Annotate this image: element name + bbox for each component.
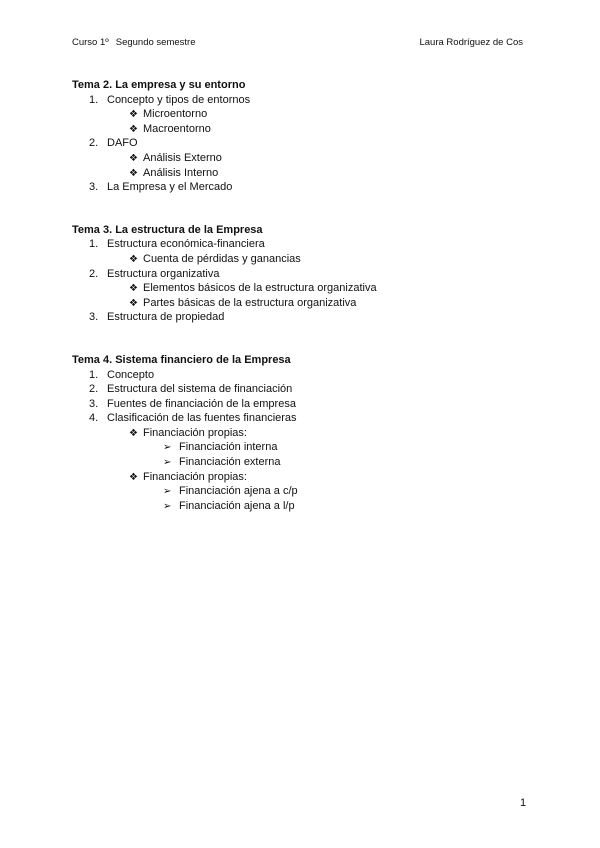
item-text: DAFO xyxy=(107,137,138,150)
outline-item xyxy=(72,237,532,252)
outline-item xyxy=(72,136,532,151)
outline-subitem xyxy=(72,252,532,267)
outline-subsubitem xyxy=(72,484,532,499)
item-text: Clasificación de las fuentes financieras xyxy=(107,412,297,425)
item-number: 3. xyxy=(89,181,99,194)
subitem-text: Macroentorno xyxy=(143,122,211,135)
course-label: Curso 1º xyxy=(72,37,109,48)
page-number: 1 xyxy=(520,797,527,809)
subitem-text: Elementos básicos de la estructura organizativa xyxy=(143,282,377,295)
item-number: 2. xyxy=(89,137,99,150)
item-number: 2. xyxy=(89,267,99,280)
outline-subsubitem xyxy=(72,455,532,470)
topic-title: Tema 2. La empresa y su entorno xyxy=(72,79,246,91)
topic-title: Tema 4. Sistema financiero de la Empresa xyxy=(72,353,291,366)
subitem-text: Partes básicas de la estructura organizativa xyxy=(143,296,357,309)
item-text: Concepto xyxy=(107,368,155,381)
topic-title: Tema 3. La estructura de la Empresa xyxy=(72,223,263,236)
outline-subitem xyxy=(72,151,532,166)
diamond-bullet-icon: ❖ xyxy=(129,253,138,265)
outline-item xyxy=(72,382,532,397)
diamond-bullet-icon: ❖ xyxy=(129,167,138,179)
topic-section xyxy=(72,78,532,195)
item-text: Concepto y tipos de entornos xyxy=(107,93,251,106)
subsubitem-text: Financiación externa xyxy=(179,456,281,469)
subsubitem-text: Financiación interna xyxy=(179,441,278,454)
item-number: 4. xyxy=(89,412,99,425)
outline-item xyxy=(72,93,532,108)
diamond-bullet-icon: ❖ xyxy=(129,297,138,309)
outline-item xyxy=(72,310,532,325)
diamond-bullet-icon: ❖ xyxy=(129,123,138,135)
outline-subsubitem xyxy=(72,499,532,514)
arrow-bullet-icon: ➢ xyxy=(163,442,172,454)
subitem-text: Microentorno xyxy=(143,108,208,121)
subitem-text: Financiación propias: xyxy=(143,426,247,439)
outline-item xyxy=(72,267,532,282)
item-text: Estructura económica-financiera xyxy=(107,238,265,251)
subitem-text: Análisis Interno xyxy=(143,166,219,179)
outline-item xyxy=(72,397,532,412)
outline-subitem xyxy=(72,470,532,485)
item-number: 3. xyxy=(89,311,99,324)
author-name: Laura Rodríguez de Cos xyxy=(419,37,523,48)
outline-subitem xyxy=(72,281,532,296)
subitem-text: Cuenta de pérdidas y ganancias xyxy=(143,252,301,265)
outline-subitem xyxy=(72,122,532,137)
outline-subitem xyxy=(72,166,532,181)
outline-item xyxy=(72,180,532,195)
outline-subitem xyxy=(72,107,532,122)
outline-item xyxy=(72,368,532,383)
item-number: 1. xyxy=(89,238,99,251)
subitem-text: Análisis Externo xyxy=(143,151,222,164)
topic-section xyxy=(72,353,532,514)
subsubitem-text: Financiación ajena a c/p xyxy=(179,485,298,498)
item-number: 3. xyxy=(89,397,99,410)
outline-subitem xyxy=(72,296,532,311)
topic-section xyxy=(72,223,532,325)
item-number: 2. xyxy=(89,383,99,396)
outline-subsubitem xyxy=(72,440,532,455)
arrow-bullet-icon: ➢ xyxy=(163,486,172,498)
item-number: 1. xyxy=(89,93,99,106)
page-header-left xyxy=(72,37,195,48)
subsubitem-text: Financiación ajena a l/p xyxy=(179,499,295,512)
diamond-bullet-icon: ❖ xyxy=(129,152,138,164)
diamond-bullet-icon: ❖ xyxy=(129,109,138,121)
outline-subitem xyxy=(72,426,532,441)
arrow-bullet-icon: ➢ xyxy=(163,457,172,469)
item-text: La Empresa y el Mercado xyxy=(107,181,233,194)
diamond-bullet-icon: ❖ xyxy=(129,471,138,483)
item-number: 1. xyxy=(89,368,99,381)
syllabus-outline xyxy=(72,78,532,513)
arrow-bullet-icon: ➢ xyxy=(163,500,172,512)
item-text: Estructura de propiedad xyxy=(107,311,225,324)
outline-item xyxy=(72,411,532,426)
item-text: Estructura del sistema de financiación xyxy=(107,383,293,396)
item-text: Estructura organizativa xyxy=(107,267,220,280)
diamond-bullet-icon: ❖ xyxy=(129,283,138,295)
item-text: Fuentes de financiación de la empresa xyxy=(107,397,296,410)
subitem-text: Financiación propias: xyxy=(143,470,247,483)
semester-label: Segundo semestre xyxy=(115,37,196,48)
diamond-bullet-icon: ❖ xyxy=(129,427,138,439)
